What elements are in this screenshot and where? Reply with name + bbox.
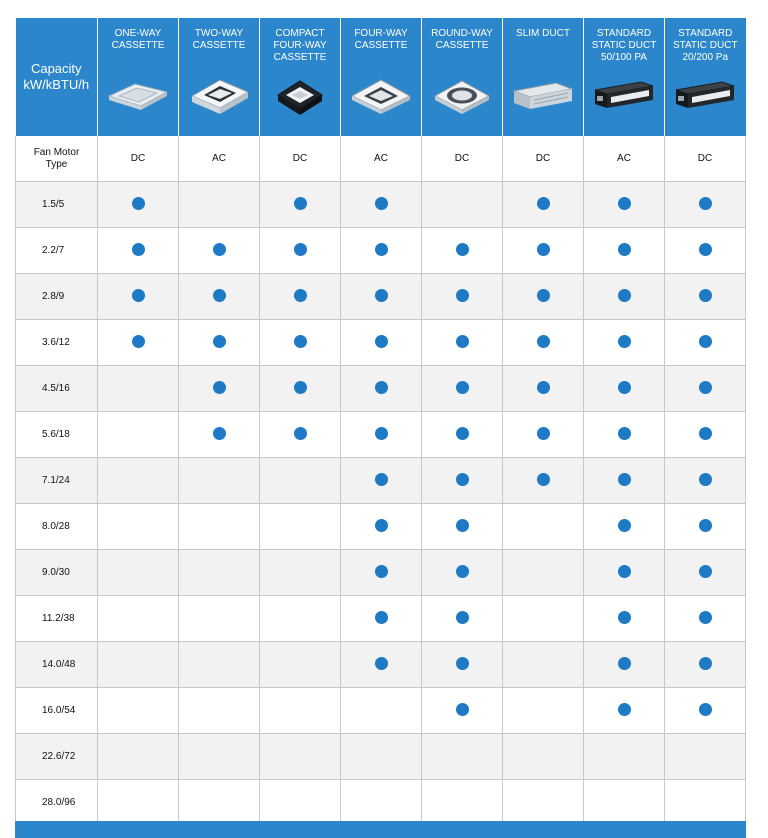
available-dot-icon — [375, 657, 388, 670]
product-header-content — [179, 18, 259, 136]
table-row — [16, 688, 746, 734]
availability-cell — [179, 366, 260, 412]
table-row — [16, 550, 746, 596]
availability-cell — [179, 504, 260, 550]
available-dot-icon — [618, 657, 631, 670]
availability-cell — [503, 274, 584, 320]
availability-cell — [341, 458, 422, 504]
available-dot-icon — [618, 703, 631, 716]
availability-cell — [179, 780, 260, 826]
product-header-7 — [665, 18, 746, 136]
available-dot-icon — [456, 611, 469, 624]
capacity-cell: 9.0/30 — [16, 550, 98, 596]
available-dot-icon — [699, 519, 712, 532]
available-dot-icon — [213, 289, 226, 302]
available-dot-icon — [456, 289, 469, 302]
availability-cell — [260, 412, 341, 458]
available-dot-icon — [699, 243, 712, 256]
compact-four-way-cassette-icon — [270, 70, 330, 122]
table-row — [16, 182, 746, 228]
availability-cell — [341, 642, 422, 688]
available-dot-icon — [456, 519, 469, 532]
availability-cell — [98, 734, 179, 780]
available-dot-icon — [618, 565, 631, 578]
product-label: STANDARD STATIC DUCT 20/200 Pa — [672, 28, 738, 63]
available-dot-icon — [294, 335, 307, 348]
available-dot-icon — [537, 289, 550, 302]
available-dot-icon — [537, 427, 550, 440]
availability-cell — [179, 458, 260, 504]
availability-cell — [98, 366, 179, 412]
capacity-cell: 28.0/96 — [16, 780, 98, 826]
availability-cell — [341, 366, 422, 412]
capacity-cell: 2.2/7 — [16, 228, 98, 274]
availability-cell — [665, 366, 746, 412]
table-row — [16, 366, 746, 412]
table-row — [16, 412, 746, 458]
product-label: STANDARD STATIC DUCT 50/100 PA — [591, 28, 657, 63]
availability-cell — [584, 182, 665, 228]
availability-cell — [341, 550, 422, 596]
availability-cell — [98, 320, 179, 366]
product-header-content — [260, 18, 340, 136]
availability-cell — [179, 734, 260, 780]
availability-cell — [584, 366, 665, 412]
available-dot-icon — [699, 657, 712, 670]
table-row — [16, 274, 746, 320]
availability-cell — [260, 228, 341, 274]
availability-cell — [584, 780, 665, 826]
standard-static-duct-icon — [591, 70, 657, 122]
product-label: ONE-WAY CASSETTE — [111, 28, 165, 51]
product-header-content — [98, 18, 178, 136]
availability-cell — [665, 550, 746, 596]
standard-static-duct-icon — [672, 70, 738, 122]
available-dot-icon — [618, 611, 631, 624]
availability-cell — [341, 228, 422, 274]
availability-cell — [584, 734, 665, 780]
product-header-3 — [341, 18, 422, 136]
available-dot-icon — [213, 381, 226, 394]
available-dot-icon — [456, 565, 469, 578]
capacity-cell: 8.0/28 — [16, 504, 98, 550]
availability-cell — [341, 734, 422, 780]
available-dot-icon — [699, 703, 712, 716]
availability-cell — [341, 504, 422, 550]
availability-cell — [503, 596, 584, 642]
available-dot-icon — [699, 335, 712, 348]
available-dot-icon — [294, 197, 307, 210]
available-dot-icon — [294, 427, 307, 440]
availability-cell — [98, 182, 179, 228]
table-row — [16, 596, 746, 642]
product-label: ROUND-WAY CASSETTE — [431, 28, 493, 51]
available-dot-icon — [375, 473, 388, 486]
header-row — [16, 18, 746, 136]
availability-cell — [422, 550, 503, 596]
capacity-cell: 5.6/18 — [16, 412, 98, 458]
availability-cell — [422, 596, 503, 642]
fan-motor-value: AC — [179, 136, 260, 182]
availability-cell — [422, 412, 503, 458]
availability-cell — [422, 366, 503, 412]
availability-cell — [260, 458, 341, 504]
slim-duct-icon — [510, 70, 576, 122]
available-dot-icon — [456, 381, 469, 394]
available-dot-icon — [618, 289, 631, 302]
availability-cell — [503, 320, 584, 366]
available-dot-icon — [618, 427, 631, 440]
availability-cell — [503, 182, 584, 228]
fan-motor-value: DC — [503, 136, 584, 182]
available-dot-icon — [132, 243, 145, 256]
available-dot-icon — [699, 381, 712, 394]
product-header-1 — [179, 18, 260, 136]
available-dot-icon — [699, 611, 712, 624]
product-header-4 — [422, 18, 503, 136]
four-way-cassette-icon — [348, 70, 414, 122]
availability-cell — [503, 734, 584, 780]
availability-cell — [260, 642, 341, 688]
availability-cell — [179, 550, 260, 596]
availability-cell — [665, 182, 746, 228]
product-label: FOUR-WAY CASSETTE — [354, 28, 408, 51]
available-dot-icon — [294, 289, 307, 302]
available-dot-icon — [213, 335, 226, 348]
availability-cell — [503, 688, 584, 734]
capacity-cell: 7.1/24 — [16, 458, 98, 504]
available-dot-icon — [375, 565, 388, 578]
availability-cell — [503, 550, 584, 596]
availability-cell — [260, 780, 341, 826]
availability-cell — [422, 228, 503, 274]
availability-cell — [179, 596, 260, 642]
availability-cell — [422, 458, 503, 504]
product-header-content — [665, 18, 746, 136]
availability-cell — [584, 504, 665, 550]
availability-cell — [665, 642, 746, 688]
available-dot-icon — [699, 473, 712, 486]
available-dot-icon — [456, 427, 469, 440]
available-dot-icon — [537, 335, 550, 348]
availability-cell — [260, 550, 341, 596]
available-dot-icon — [456, 657, 469, 670]
availability-cell — [98, 458, 179, 504]
availability-cell — [179, 688, 260, 734]
capacity-cell: 4.5/16 — [16, 366, 98, 412]
availability-cell — [179, 412, 260, 458]
available-dot-icon — [375, 243, 388, 256]
availability-cell — [422, 780, 503, 826]
availability-cell — [260, 504, 341, 550]
availability-cell — [665, 412, 746, 458]
availability-cell — [260, 320, 341, 366]
availability-cell — [260, 688, 341, 734]
available-dot-icon — [294, 381, 307, 394]
product-label: SLIM DUCT — [516, 28, 570, 39]
availability-cell — [503, 412, 584, 458]
availability-cell — [341, 320, 422, 366]
availability-cell — [503, 366, 584, 412]
availability-cell — [665, 734, 746, 780]
availability-cell — [422, 274, 503, 320]
product-header-content — [422, 18, 502, 136]
available-dot-icon — [375, 197, 388, 210]
table-row — [16, 458, 746, 504]
availability-cell — [179, 228, 260, 274]
available-dot-icon — [699, 197, 712, 210]
available-dot-icon — [375, 335, 388, 348]
availability-cell — [341, 780, 422, 826]
availability-cell — [179, 182, 260, 228]
availability-cell — [98, 780, 179, 826]
availability-cell — [179, 320, 260, 366]
availability-cell — [584, 320, 665, 366]
availability-cell — [665, 688, 746, 734]
table-row — [16, 504, 746, 550]
available-dot-icon — [699, 289, 712, 302]
product-header-2 — [260, 18, 341, 136]
available-dot-icon — [375, 519, 388, 532]
available-dot-icon — [132, 197, 145, 210]
availability-cell — [665, 274, 746, 320]
capacity-cell: 3.6/12 — [16, 320, 98, 366]
product-header-6 — [584, 18, 665, 136]
availability-cell — [98, 504, 179, 550]
available-dot-icon — [375, 289, 388, 302]
availability-cell — [503, 780, 584, 826]
available-dot-icon — [456, 703, 469, 716]
availability-cell — [341, 596, 422, 642]
availability-cell — [341, 274, 422, 320]
availability-cell — [665, 780, 746, 826]
availability-cell — [503, 458, 584, 504]
availability-cell — [98, 642, 179, 688]
availability-cell — [422, 504, 503, 550]
availability-cell — [98, 228, 179, 274]
product-header-content — [341, 18, 421, 136]
table-row — [16, 734, 746, 780]
fan-motor-value: DC — [422, 136, 503, 182]
table-row — [16, 320, 746, 366]
available-dot-icon — [618, 473, 631, 486]
table-body — [16, 136, 746, 826]
available-dot-icon — [618, 197, 631, 210]
availability-cell — [584, 458, 665, 504]
product-header-content — [503, 18, 583, 136]
compatibility-table-wrapper — [15, 18, 746, 826]
availability-cell — [341, 412, 422, 458]
available-dot-icon — [456, 243, 469, 256]
availability-cell — [98, 550, 179, 596]
availability-cell — [422, 642, 503, 688]
availability-cell — [584, 688, 665, 734]
capacity-cell: 22.6/72 — [16, 734, 98, 780]
capacity-header — [16, 18, 98, 136]
availability-cell — [584, 228, 665, 274]
availability-cell — [422, 688, 503, 734]
round-way-cassette-icon — [431, 70, 493, 122]
availability-cell — [260, 274, 341, 320]
available-dot-icon — [618, 519, 631, 532]
availability-cell — [584, 274, 665, 320]
availability-cell — [665, 458, 746, 504]
availability-cell — [98, 274, 179, 320]
available-dot-icon — [132, 335, 145, 348]
fan-motor-value: DC — [260, 136, 341, 182]
one-way-cassette-icon — [105, 70, 171, 122]
available-dot-icon — [537, 473, 550, 486]
availability-cell — [260, 596, 341, 642]
availability-cell — [584, 596, 665, 642]
fan-motor-value: DC — [98, 136, 179, 182]
product-header-content — [584, 18, 664, 136]
available-dot-icon — [213, 427, 226, 440]
availability-cell — [98, 596, 179, 642]
availability-cell — [341, 182, 422, 228]
availability-cell — [503, 504, 584, 550]
product-label: TWO-WAY CASSETTE — [192, 28, 246, 51]
availability-cell — [260, 734, 341, 780]
availability-cell — [584, 642, 665, 688]
available-dot-icon — [618, 243, 631, 256]
availability-cell — [665, 596, 746, 642]
fan-motor-row — [16, 136, 746, 182]
footer-bar — [15, 821, 746, 838]
two-way-cassette-icon — [186, 70, 252, 122]
available-dot-icon — [294, 243, 307, 256]
fan-motor-label: Fan Motor Type — [33, 146, 80, 170]
availability-cell — [665, 228, 746, 274]
available-dot-icon — [699, 427, 712, 440]
available-dot-icon — [375, 381, 388, 394]
available-dot-icon — [456, 473, 469, 486]
table-row — [16, 642, 746, 688]
available-dot-icon — [618, 335, 631, 348]
table-row — [16, 780, 746, 826]
capacity-cell: 14.0/48 — [16, 642, 98, 688]
available-dot-icon — [456, 335, 469, 348]
availability-cell — [665, 504, 746, 550]
available-dot-icon — [213, 243, 226, 256]
available-dot-icon — [618, 381, 631, 394]
availability-cell — [179, 642, 260, 688]
fan-motor-label-cell — [16, 136, 98, 182]
table-row — [16, 228, 746, 274]
available-dot-icon — [132, 289, 145, 302]
capacity-cell: 2.8/9 — [16, 274, 98, 320]
available-dot-icon — [375, 611, 388, 624]
capacity-header-label: Capacity kW/kBTU/h — [23, 61, 90, 92]
product-label: COMPACT FOUR-WAY CASSETTE — [273, 28, 327, 63]
product-header-0 — [98, 18, 179, 136]
availability-cell — [98, 688, 179, 734]
availability-cell — [503, 228, 584, 274]
available-dot-icon — [537, 243, 550, 256]
availability-cell — [584, 550, 665, 596]
fan-motor-value: DC — [665, 136, 746, 182]
availability-cell — [179, 274, 260, 320]
product-header-5 — [503, 18, 584, 136]
availability-cell — [98, 412, 179, 458]
availability-cell — [341, 688, 422, 734]
available-dot-icon — [537, 381, 550, 394]
fan-motor-value: AC — [584, 136, 665, 182]
fan-motor-value: AC — [341, 136, 422, 182]
capacity-cell: 11.2/38 — [16, 596, 98, 642]
availability-cell — [584, 412, 665, 458]
availability-cell — [260, 182, 341, 228]
availability-cell — [422, 182, 503, 228]
available-dot-icon — [699, 565, 712, 578]
capacity-cell: 1.5/5 — [16, 182, 98, 228]
capacity-cell: 16.0/54 — [16, 688, 98, 734]
available-dot-icon — [537, 197, 550, 210]
availability-cell — [665, 320, 746, 366]
availability-cell — [503, 642, 584, 688]
capacity-compatibility-table — [15, 18, 746, 826]
availability-cell — [422, 734, 503, 780]
availability-cell — [422, 320, 503, 366]
available-dot-icon — [375, 427, 388, 440]
availability-cell — [260, 366, 341, 412]
